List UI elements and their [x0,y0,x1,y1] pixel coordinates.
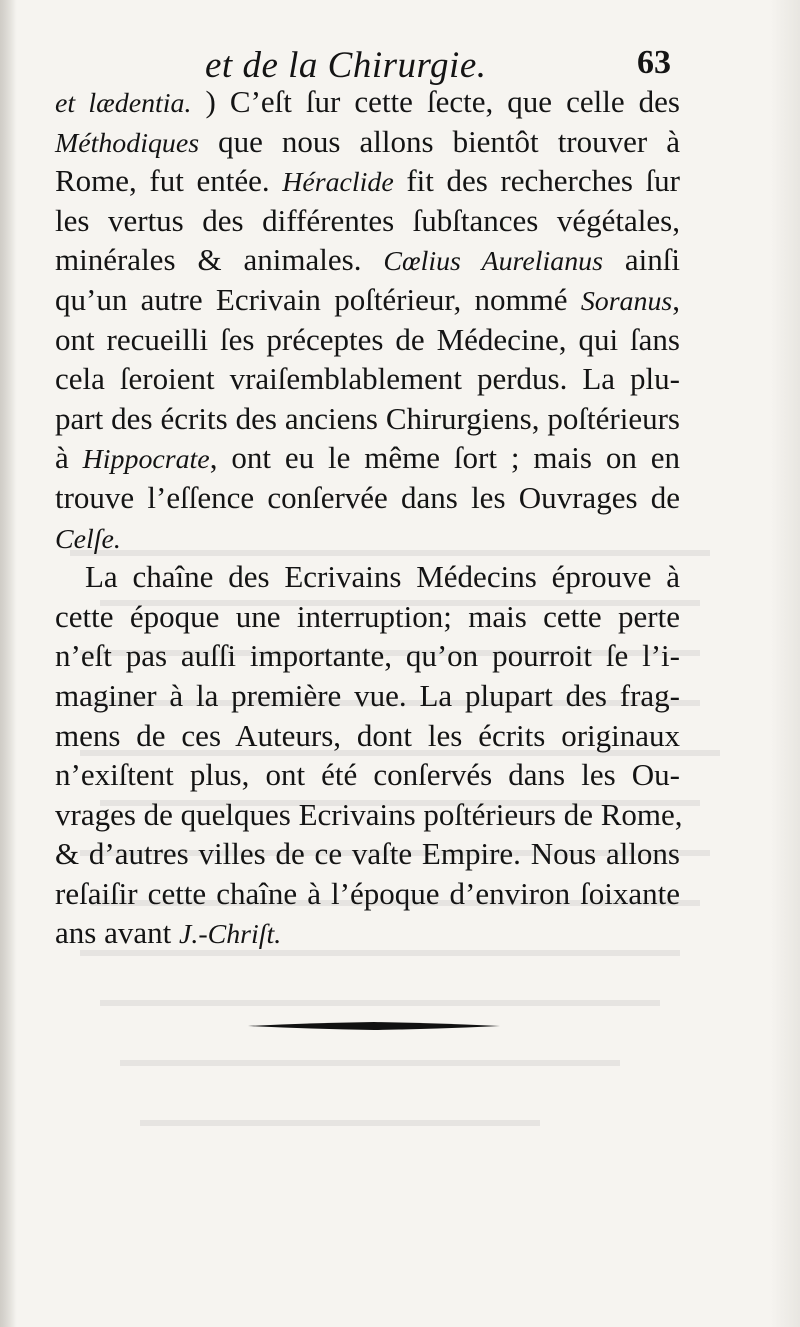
text-line [55,399,680,439]
text-line [55,161,680,201]
text-line [55,240,680,280]
italic-text: Héraclide [282,167,394,199]
text-run: , ont eu le même ſort ; mais on en [209,440,680,476]
italic-text: J.-Chriſt. [178,919,282,951]
text-run: mens de ces Auteurs, dont les écrits originaux [55,717,680,753]
text-line [55,82,680,122]
page-number: 63 [637,44,671,81]
text-run: ans avant [55,915,179,951]
text-line [55,320,680,360]
text-run: qu’un autre Ecrivain poſtérieur, nommé [55,281,581,317]
text-line [55,834,680,874]
text-line [55,636,680,676]
text-line [55,438,680,478]
text-run: Rome, fut entée. [55,163,283,199]
section-end-ornament-rule [248,1021,500,1031]
running-title: et de la Chirurgie. [205,45,487,86]
text-line [55,913,680,953]
text-run: que nous allons bientôt trouver à [199,123,680,159]
text-run: trouve l’eſſence conſervée dans les Ouvrages de [55,479,680,515]
text-run: reſaiſir cette chaîne à l’époque d’environ ſoixante [55,875,680,911]
italic-text: et lædentia. [55,88,192,119]
text-run: n’exiſtent plus, ont été conſervés dans les Ou- [55,757,680,793]
text-line [55,597,680,637]
text-run: ainſi [602,242,681,278]
text-line [55,518,680,558]
text-run: fit des recherches ſur [393,163,680,199]
text-run: & d’autres villes de ce vaſte Empire. Nous allons [55,836,680,872]
italic-text: Méthodiques [55,127,200,159]
text-line [55,280,680,320]
text-line [55,874,680,914]
text-run: La chaîne des Ecrivains Médecins éprouve à [85,559,680,595]
page-gutter-shadow [0,0,16,1327]
text-line [55,122,680,162]
text-line [55,716,680,756]
text-run: part des écrits des anciens Chirurgiens, poſtérieurs [55,400,680,436]
text-line [55,795,683,835]
text-line [55,201,680,241]
italic-text: Hippocrate [82,444,210,476]
text-run: n’eſt pas auſſi importante, qu’on pourroit ſe l’i- [55,638,680,674]
text-run: minérales & animales. [55,242,384,278]
text-run: cette époque une interruption; mais cette perte [55,598,680,634]
text-line [55,557,680,597]
text-run: cela ſeroient vraiſemblablement perdus. La plu- [55,361,680,397]
italic-text: Celſe. [55,523,121,555]
text-run: vrages de quelques Ecrivains poſtérieurs de Rome, [55,796,683,832]
text-line [55,676,680,716]
italic-text: Soranus [580,285,673,317]
text-line [55,478,680,518]
text-run: ) C’eſt ſur cette ſecte, que celle des [191,84,680,119]
paragraph-1 [55,82,680,557]
body-text [55,82,683,953]
text-line [55,755,680,795]
text-run: à [55,440,83,476]
text-run: ont recueilli ſes préceptes de Médecine, qui ſans [55,321,680,357]
text-run: maginer à la première vue. La plupart des frag- [55,677,680,713]
text-run: les vertus des différentes ſubſtances végétales, [55,202,680,238]
text-run: , [672,281,680,317]
text-line [55,359,680,399]
paragraph-2 [55,557,683,953]
italic-text: Cœlius Aurelianus [383,246,603,278]
